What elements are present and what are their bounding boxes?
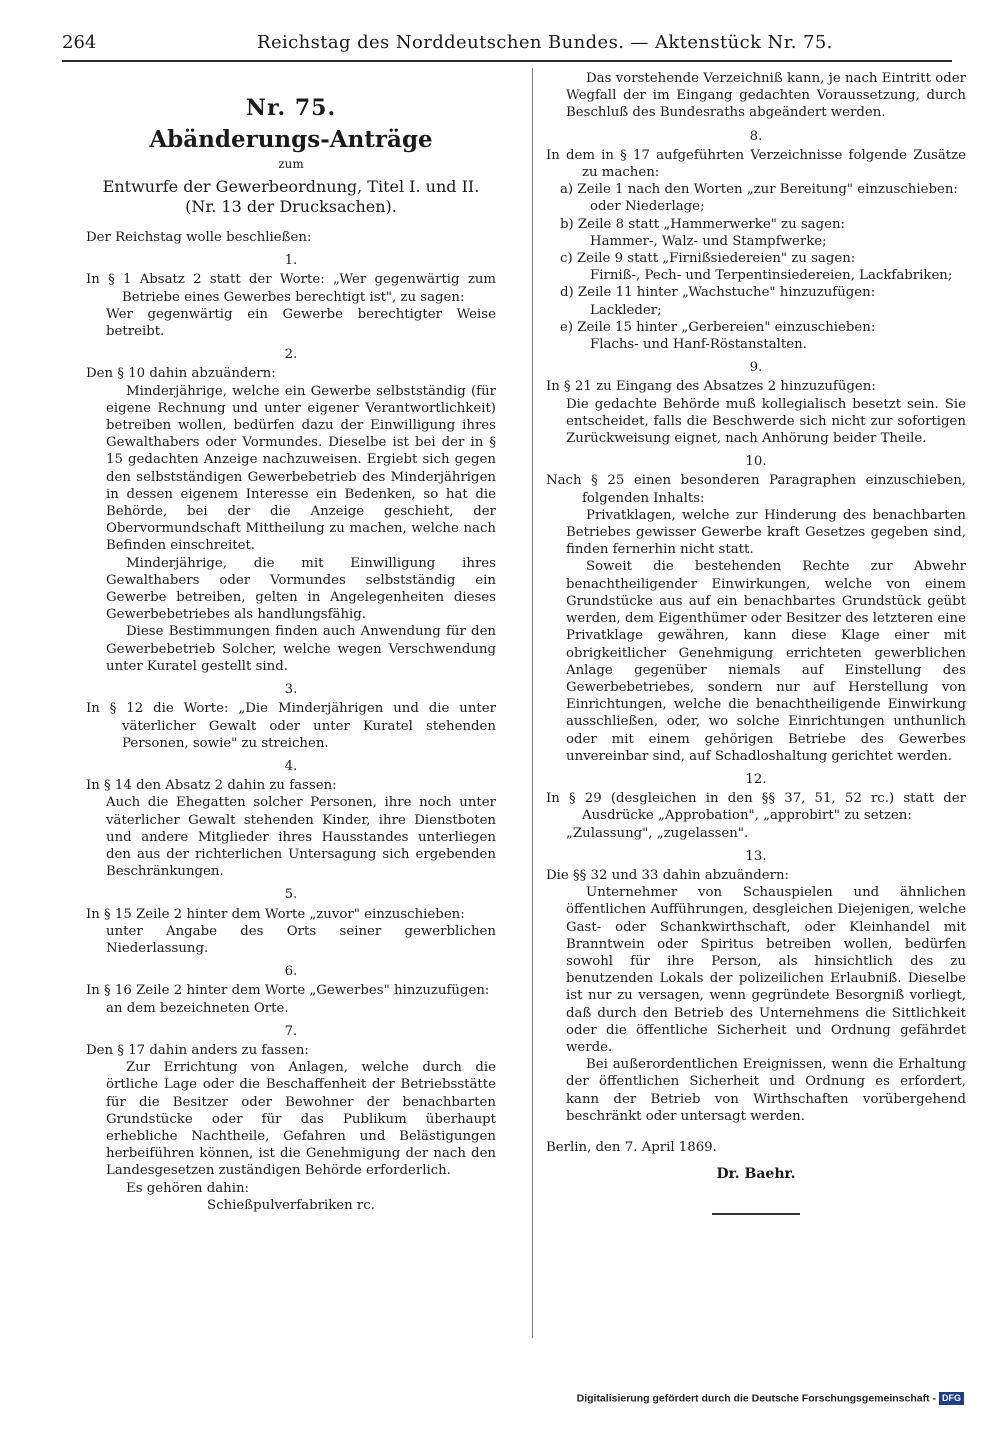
section-number: 9.: [749, 360, 763, 376]
document-reference: (Nr. 13 der Drucksachen).: [185, 196, 397, 216]
signature: Dr. Baehr.: [716, 1166, 796, 1183]
section-instruction: Nach § 25 einen besonderen Paragraphen einzuschieben, folgenden Inhalts:: [546, 473, 966, 506]
amendment-text: Hammer-, Walz- und Stampfwerke;: [590, 233, 827, 249]
section-paragraph: Diese Bestimmungen finden auch Anwendung für den Gewerbebetrieb Solcher, welche wegen Verschwendung unter Kuratel gestellt sind.: [106, 624, 496, 674]
amendment-text: oder Niederlage;: [590, 199, 705, 215]
section-instruction: In § 14 den Absatz 2 dahin zu fassen:: [86, 778, 337, 794]
section-paragraph: Unternehmer von Schauspielen und ähnlichen öffentlichen Aufführungen, desgleichen Diejenigen, welche Gast- oder Schankwirthschaft, oder Kleinhandel mit Branntwein oder Spiritus betreiben wollen, bedürfen sowohl für ihre Person, als hinsichtlich des zu benutzenden Lokals der polizeilichen Erlaubniß. Dieselbe ist nur zu versagen, wenn gegründete Besorgniß vorliegt, daß durch den Betrieb des Unternehmens die Sittlichkeit oder die öffentliche Sicherheit und Ordnung gefährdet werde.: [566, 885, 966, 1055]
running-title: Reichstag des Norddeutschen Bundes. — Aktenstück Nr. 75.: [257, 32, 833, 53]
place-date: Berlin, den 7. April 1869.: [546, 1139, 717, 1155]
digitization-credit: [577, 1392, 964, 1405]
resolution-intro: Der Reichstag wolle beschließen:: [86, 230, 312, 246]
column-divider: [532, 68, 533, 1338]
section-number: 6.: [284, 964, 298, 980]
section-number: 12.: [745, 771, 767, 787]
section-paragraph: Zur Errichtung von Anlagen, welche durch die örtliche Lage oder die Beschaffenheit der Betriebsstätte für die Besitzer oder Bewohner der benachbarten Grundstücke oder für das Publikum überhaupt erhebliche Nachtheile, Gefahren und Belästigungen herbeiführen können, ist die Genehmigung der nach den Landesgesetzen zuständigen Behörde erforderlich.: [106, 1060, 496, 1179]
section-instruction: Den § 17 dahin anders zu fassen:: [86, 1042, 309, 1058]
section-list-item: Schießpulverfabriken rc.: [207, 1197, 375, 1213]
section-paragraph: Privatklagen, welche zur Hinderung des benachbarten Betriebes gewisser Gewerbe kraft Gesetzes gegeben sind, finden fernerhin nicht statt.: [566, 507, 966, 558]
continuation-paragraph: Das vorstehende Verzeichniß kann, je nach Eintritt oder Wegfall der im Eingang gedachten Voraussetzung, durch Beschluß des Bundesraths abgeändert werden.: [566, 71, 966, 121]
credit-text: Digitalisierung gefördert durch die Deutsche Forschungsgemeinschaft -: [576, 1392, 936, 1405]
section-number: 1.: [284, 253, 298, 269]
section-body: unter Angabe des Orts seiner gewerblichen Niederlassung.: [106, 923, 496, 956]
page-number: 264: [62, 32, 97, 53]
section-paragraph: Soweit die bestehenden Rechte zur Abwehr benachtheiligender Einwirkungen, welche von einem Grundstücke aus auf ein benachbartes Grundstück geübt werden, dem Eigenthümer oder Besitzer des letzteren eine Privatklage gewähren, kann diese Klage einer mit obrigkeitlicher Genehmigung errichteten gewerblichen Anlage gegenüber niemals auf Einstellung des Gewerbebetriebes, sondern nur auf Herstellung von Einrichtungen, welche die benachtheiligende Einwirkung ausschließen, oder, wo solche Einrichtungen unthunlich oder mit einem gehörigen Betriebe des Gewerbes unvereinbar sind, auf Schadloshaltung gerichtet werden.: [566, 559, 966, 764]
section-paragraph: Minderjährige, die mit Einwilligung ihres Gewalthabers oder Vormundes selbstständig ein Gewerbe betreiben, gelten in Angelegenheiten dieses Gewerbebetriebes als handlungsfähig.: [106, 555, 496, 623]
document-subtitle-zum: zum: [278, 157, 304, 172]
left-column: [86, 70, 496, 1214]
amendment-item: e) Zeile 15 hinter „Gerbereien" einzuschieben:: [560, 319, 876, 335]
section-instruction: In dem in § 17 aufgeführten Verzeichnisse folgende Zusätze zu machen:: [546, 147, 966, 181]
end-rule: [712, 1213, 800, 1215]
section-number: 8.: [749, 128, 763, 144]
section-number: 3.: [284, 682, 298, 698]
section-body: „Zulassung", „zugelassen".: [566, 825, 749, 841]
header-rule: [62, 60, 952, 62]
page-header: [62, 30, 962, 66]
document-title: Abänderungs-Anträge: [149, 126, 433, 154]
document-subtitle: Entwurfe der Gewerbeordnung, Titel I. und II.: [102, 176, 480, 196]
section-number: 13.: [745, 848, 767, 864]
amendment-item: b) Zeile 8 statt „Hammerwerke" zu sagen:: [560, 216, 846, 232]
section-instruction: In § 15 Zeile 2 hinter dem Worte „zuvor" einzuschieben:: [86, 906, 465, 922]
section-number: 4.: [284, 758, 298, 774]
section-instruction: In § 16 Zeile 2 hinter dem Worte „Gewerbes" hinzuzufügen:: [86, 983, 490, 999]
section-instruction: Die §§ 32 und 33 dahin abzuändern:: [546, 867, 790, 883]
section-body: Die gedachte Behörde muß kollegialisch besetzt sein. Sie entscheidet, falls die Beschwerde sich nicht zur sofortigen Zurückweisung eignet, nach Anhörung beider Theile.: [566, 396, 966, 447]
amendment-text: Firniß-, Pech- und Terpentinsiedereien, Lackfabriken;: [590, 268, 953, 284]
section-list-intro: Es gehören dahin:: [126, 1180, 250, 1196]
section-instruction: In § 29 (desgleichen in den §§ 37, 51, 52 rc.) statt der Ausdrücke „Approbation", „approbirt" zu setzen:: [546, 791, 966, 824]
section-number: 7.: [284, 1023, 298, 1039]
section-number: 10.: [745, 454, 767, 470]
section-body: Auch die Ehegatten solcher Personen, ihre noch unter väterlicher Gewalt stehenden Kinder, ihre Dienstboten und andere Mitglieder ihres Hausstandes unterliegen den aus der richterlichen Untersagung sich ergebenden Beschränkungen.: [106, 795, 496, 880]
section-instruction: In § 12 die Worte: „Die Minderjährigen und die unter väterlicher Gewalt oder unter Kuratel stehenden Personen, sowie" zu streichen.: [86, 701, 496, 751]
section-instruction: Den § 10 dahin abzuändern:: [86, 366, 276, 382]
amendment-text: Flachs- und Hanf-Röstanstalten.: [590, 337, 807, 353]
section-number: 5.: [284, 887, 298, 903]
amendment-item: c) Zeile 9 statt „Firnißsiedereien" zu sagen:: [560, 251, 856, 267]
right-column: [546, 70, 966, 1215]
section-number: 2.: [284, 347, 298, 363]
section-paragraph: Minderjährige, welche ein Gewerbe selbstständig (für eigene Rechnung und unter eigener Verantwortlichkeit) betreiben wollen, bedürfen dazu der Einwilligung ihres Gewalthabers oder Vormundes. Dieselbe ist bei der in § 15 gedachten Anzeige nachzuweisen. Ergiebt sich gegen den selbstständigen Gewerbebetrieb des Minderjährigen in dessen eigenem Interesse ein Bedenken, so hat die Behörde, bei der die Anzeige geschieht, der Obervormundschaft Mittheilung zu machen, welche nach Befinden einschreitet.: [106, 383, 496, 554]
dfg-logo: DFG: [939, 1392, 964, 1405]
section-instruction: In § 21 zu Eingang des Absatzes 2 hinzuzufügen:: [546, 379, 876, 395]
amendment-item: d) Zeile 11 hinter „Wachstuche" hinzuzufügen:: [560, 285, 876, 301]
document-number: Nr. 75.: [245, 95, 337, 121]
section-paragraph: Bei außerordentlichen Ereignissen, wenn die Erhaltung der öffentlichen Sicherheit und Ordnung es erfordert, kann der Betrieb von Wirthschaften vorübergehend beschränkt oder untersagt werden.: [566, 1057, 966, 1124]
amendment-text: Lackleder;: [590, 302, 662, 318]
section-body: an dem bezeichneten Orte.: [106, 1000, 289, 1016]
amendment-item: a) Zeile 1 nach den Worten „zur Bereitung" einzuschieben:: [560, 182, 958, 198]
section-instruction: In § 1 Absatz 2 statt der Worte: „Wer gegenwärtig zum Betriebe eines Gewerbes berechtigt ist", zu sagen:: [86, 272, 496, 305]
section-body: Wer gegenwärtig ein Gewerbe berechtigter Weise betreibt.: [106, 306, 496, 340]
